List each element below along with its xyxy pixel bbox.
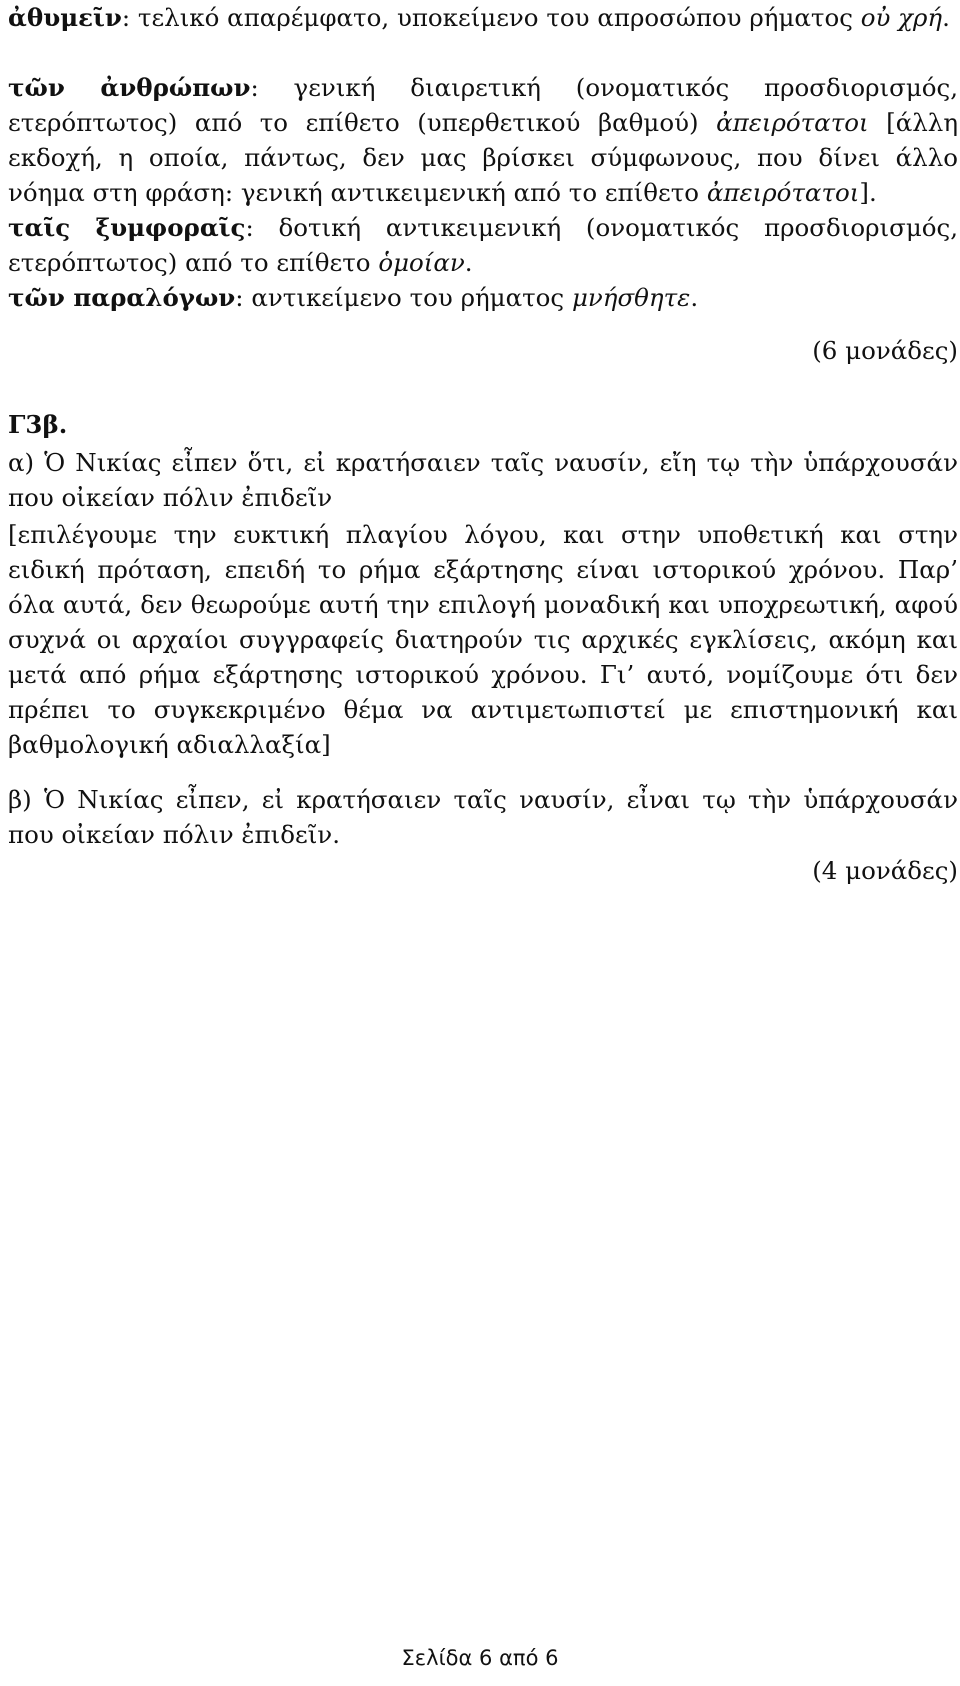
note-anthropon: [8, 70, 958, 210]
note-text: [άλλη εκδοχή, η οποία, πάντως, δεν μας βρίσκει σύμφωνους, που δίνει άλλο νόημα στη φράση: γενική αντικειμενική από το επίθετο: [8, 108, 958, 207]
answer-a-sentence: α) Ὁ Νικίας εἶπεν ὅτι, εἰ κρατήσαιεν ταῖς ναυσίν, εἴη τῳ τὴν ὑπάρχουσάν που οἰκείαν πόλιν ἐπιδεῖν: [8, 448, 958, 512]
note-ref: ὁμοίαν: [378, 248, 465, 277]
answer-b-sentence: β) Ὁ Νικίας εἶπεν, εἰ κρατήσαιεν ταῖς ναυσίν, εἶναι τῳ τὴν ὑπάρχουσάν που οἰκείαν πόλιν ἐπιδεῖν.: [8, 785, 958, 849]
note-text: : γενική διαιρετική (ονοματικός προσδιορισμός, ετερόπτωτος) από το επίθετο (υπερθετικού βαθμού): [8, 73, 958, 137]
answer-a-comment: [επιλέγουμε την ευκτική πλαγίου λόγου, και στην υποθετική και στην ειδική πρόταση, επειδή το ρήμα εξάρτησης είναι ιστορικού χρόνου. Παρ’ όλα αυτά, δεν θεωρούμε αυτή την επιλογή μοναδική και υποχρεωτική, αφού συχνά οι αρχαίοι συγγραφείς διατηρούν τις αρχικές εγκλίσεις, ακόμη και μετά από ρήμα εξάρτησης ιστορικού χρόνου. Γι’ αυτό, νομίζουμε ότι δεν πρέπει το συγκεκριμένο θέμα να αντιμετωπιστεί με επιστημονική και βαθμολογική αδιαλλαξία]: [8, 520, 958, 759]
page-footer: Σελίδα 6 από 6: [401, 1646, 559, 1670]
points-label: (4 μονάδες): [812, 856, 958, 885]
note-text: : δοτική αντικειμενική (ονοματικός προσδιορισμός, ετερόπτωτος) από το επίθετο: [8, 213, 958, 277]
note-term: τῶν παραλόγων: [8, 283, 236, 312]
note-term: τῶν ἀνθρώπων: [8, 73, 251, 102]
note-ref: οὐ χρή: [860, 3, 943, 32]
note-text: : αντικείμενο του ρήματος: [235, 283, 572, 312]
note-text: : τελικό απαρέμφατο, υποκείμενο του απροσώπου ρήματος: [121, 3, 861, 32]
note-ref: ἀπειρότατοι: [716, 108, 869, 137]
section-heading: Γ3β.: [8, 410, 68, 439]
note-end: ].: [859, 178, 877, 207]
note-term: ταῖς ξυμφοραῖς: [8, 213, 246, 242]
note-term: ἀθυμεῖν: [8, 3, 122, 32]
note-paralogon: [8, 280, 958, 315]
note-symphorais: [8, 210, 958, 280]
points-label: (6 μονάδες): [812, 336, 958, 365]
document-page: [8, 0, 958, 1686]
note-end: .: [690, 283, 699, 312]
note-ref: μνήσθητε: [571, 283, 691, 312]
note-athumein: [8, 0, 958, 35]
note-end: .: [464, 248, 473, 277]
note-end: .: [942, 3, 950, 32]
note-ref: ἀπειρότατοι: [706, 178, 860, 207]
